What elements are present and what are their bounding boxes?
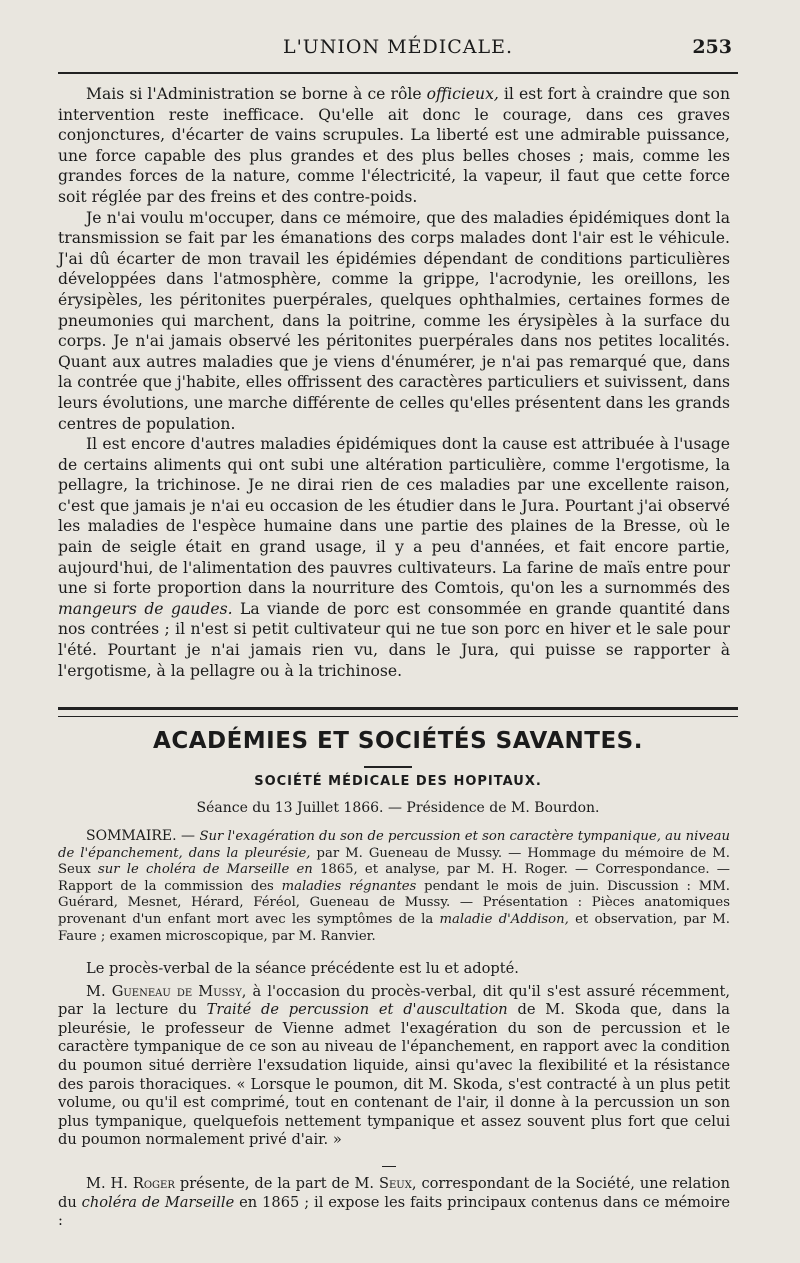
closing-body [58,1175,730,1231]
journal-title: L'UNION MÉDICALE. [282,36,514,58]
small-caps-name: Gueneau de Mussy [111,982,242,1000]
text-run: Je n'ai voulu m'occuper, dans ce mémoire, que des maladies épidémiques dont la transmission se fait par les émanations des corps malades dont l'air est le véhicule. J'ai dû écarter de mon travail les épidémies dépendant de conditions particulières développées dans l'atmosphère, comme la grippe, l'acrodynie, les oreillons, les érysipèles, les péritonites puerpérales, quelques ophthalmies, certaines formes de pneumonies qui marchent, dans la poitrine, comme les érysipèles à la surface du corps. Je n'ai jamais observé les péritonites puerpérales dans nos petites localités. Quant aux autres maladies que je viens d'énumérer, je n'ai pas remarqué que, dans la contrée que j'habite, elles offrissent des caractères particuliers et suivissent, dans leurs évolutions, une marche différente de celles qu'elles présentent dans les grands centres de population. [58,208,730,433]
paragraph [58,208,730,435]
session-text: Séance du 13 Juillet 1866. — Présidence de M. Bourdon. [196,800,600,816]
italic-text: maladie d'Addison, [439,911,569,927]
paragraph [58,1175,730,1231]
small-caps-name: Roger [132,1175,175,1192]
italic-text: Traité de percussion et d'auscultation [206,1001,508,1019]
minutes-body [58,960,730,1150]
text-run: , à l'occasion du procès-verbal, dit qu'il s'est assuré récemment, par la lecture du [58,982,730,1019]
text-run: Le procès-verbal de la séance précédente est lu et adopté. [86,960,519,977]
summary-text [58,828,730,945]
italic-text: choléra de Marseille [81,1193,235,1211]
paragraph [58,983,730,1150]
text-run: , correspondant de la Société, une relation du [58,1175,730,1211]
text-run: M. [86,982,112,1000]
italic-text: Sur l'exagération du son de percussion et son caractère tympanique, au niveau de l'épanchement, dans la pleurésie, [58,829,730,861]
text-run: présente, de la part de M. [174,1175,379,1192]
text-run: par M. Gueneau de Mussy. — Hommage du mémoire de M. Seux [58,845,730,878]
title-rule [364,766,412,768]
italic-text: mangeurs de gaudes. [58,599,233,618]
section-title: ACADÉMIES ET SOCIÉTÉS SAVANTES. [153,728,643,754]
page-number: 253 [692,36,732,58]
text-run: pendant le mois de juin. Discussion : MM. Guérard, Mesnet, Hérard, Féréol, Gueneau de Mussy. — Présentation : Pièces anatomiques provenant d'un enfant mort avec les symptômes de la [58,878,730,927]
paragraph [58,434,730,681]
short-separator [382,1166,396,1167]
text-run: Il est encore d'autres maladies épidémiques dont la cause est attribuée à l'usage de certains aliments qui ont subi une altération particulière, comme l'ergotisme, la pellagre, la trichinose. Je ne dirai rien de ces maladies par une excellente raison, c'est que jamais je n'ai eu occasion de les étudier dans le Jura. Pourtant j'ai observé les maladies de l'espèce humaine dans une partie des plaines de la Bresse, où le pain de seigle était en grand usage, il y a peu d'années, et fait encore partie, aujourd'hui, de l'alimentation des pauvres cultivateurs. La farine de maïs entre pour une si forte proportion dans la nourriture des Comtois, qu'on les a surnommés des [58,435,730,598]
summary-lead: SOMMAIRE. — [86,828,200,844]
paragraph [58,960,730,979]
paragraph [58,84,730,208]
italic-text: maladies régnantes [281,878,417,894]
text-run: Mais si l'Administration se borne à ce rôle [86,85,427,103]
text-run: La viande de porc est consommée en grande quantité dans nos contrées ; il n'est si petit cultivateur qui ne tue son porc en hiver et le sale pour l'été. Pourtant je n'ai jamais rien vu, dans le Jura, qui puisse se rapporter à l'ergotisme, à la pellagre ou à la trichinose. [58,599,730,680]
text-run: et observation, par M. Faure ; examen microscopique, par M. Ranvier. [58,911,731,944]
text-run: il est fort à craindre que son intervention reste inefficace. Qu'elle ait donc le courage, dans ces graves conjonctures, d'écarter de vains scrupules. La liberté est une admirable puissance, une force capable des plus grandes et des plus belles choses ; mais, comme les grandes forces de la nature, comme l'électricité, la vapeur, il faut que cette force soit réglée par des freins et des contre-poids. [58,85,730,206]
text-run: M. H. [86,1175,133,1192]
running-header [58,36,738,62]
header-rule [58,72,738,74]
text-run: 1865, et analyse, par M. H. Roger. — Correspondance. — Rapport de la commission des [58,862,730,894]
section-divider [58,707,738,717]
italic-text: officieux, [426,85,499,103]
italic-text: sur le choléra de Marseille en [97,862,313,878]
society-title: SOCIÉTÉ MÉDICALE DES HOPITAUX. [254,774,542,789]
session-line [58,800,738,816]
small-caps-name: Seux [379,1175,412,1192]
summary [58,828,730,945]
text-run: de M. Skoda que, dans la pleurésie, le professeur de Vienne admet l'exagération du son de percussion et le caractère tympanique de ce son au niveau de l'épanchement, en rapport avec la condition du poumon situé derrière l'exsudation liquide, ainsi qu'avec la flexibilité et la résistance des parois thoraciques. « Lorsque le poumon, dit M. Skoda, s'est contracté à un plus petit volume, ou qu'il est comprimé, tout en contenant de l'air, il donne à la percussion un son plus tympanique, quelquefois nettement tympanique et assez souvent plus fort que celui du poumon normalement privé d'air. » [58,1001,730,1149]
article-body [58,84,730,681]
text-run: en 1865 ; il expose les faits principaux contenus dans ce mémoire : [58,1193,730,1230]
